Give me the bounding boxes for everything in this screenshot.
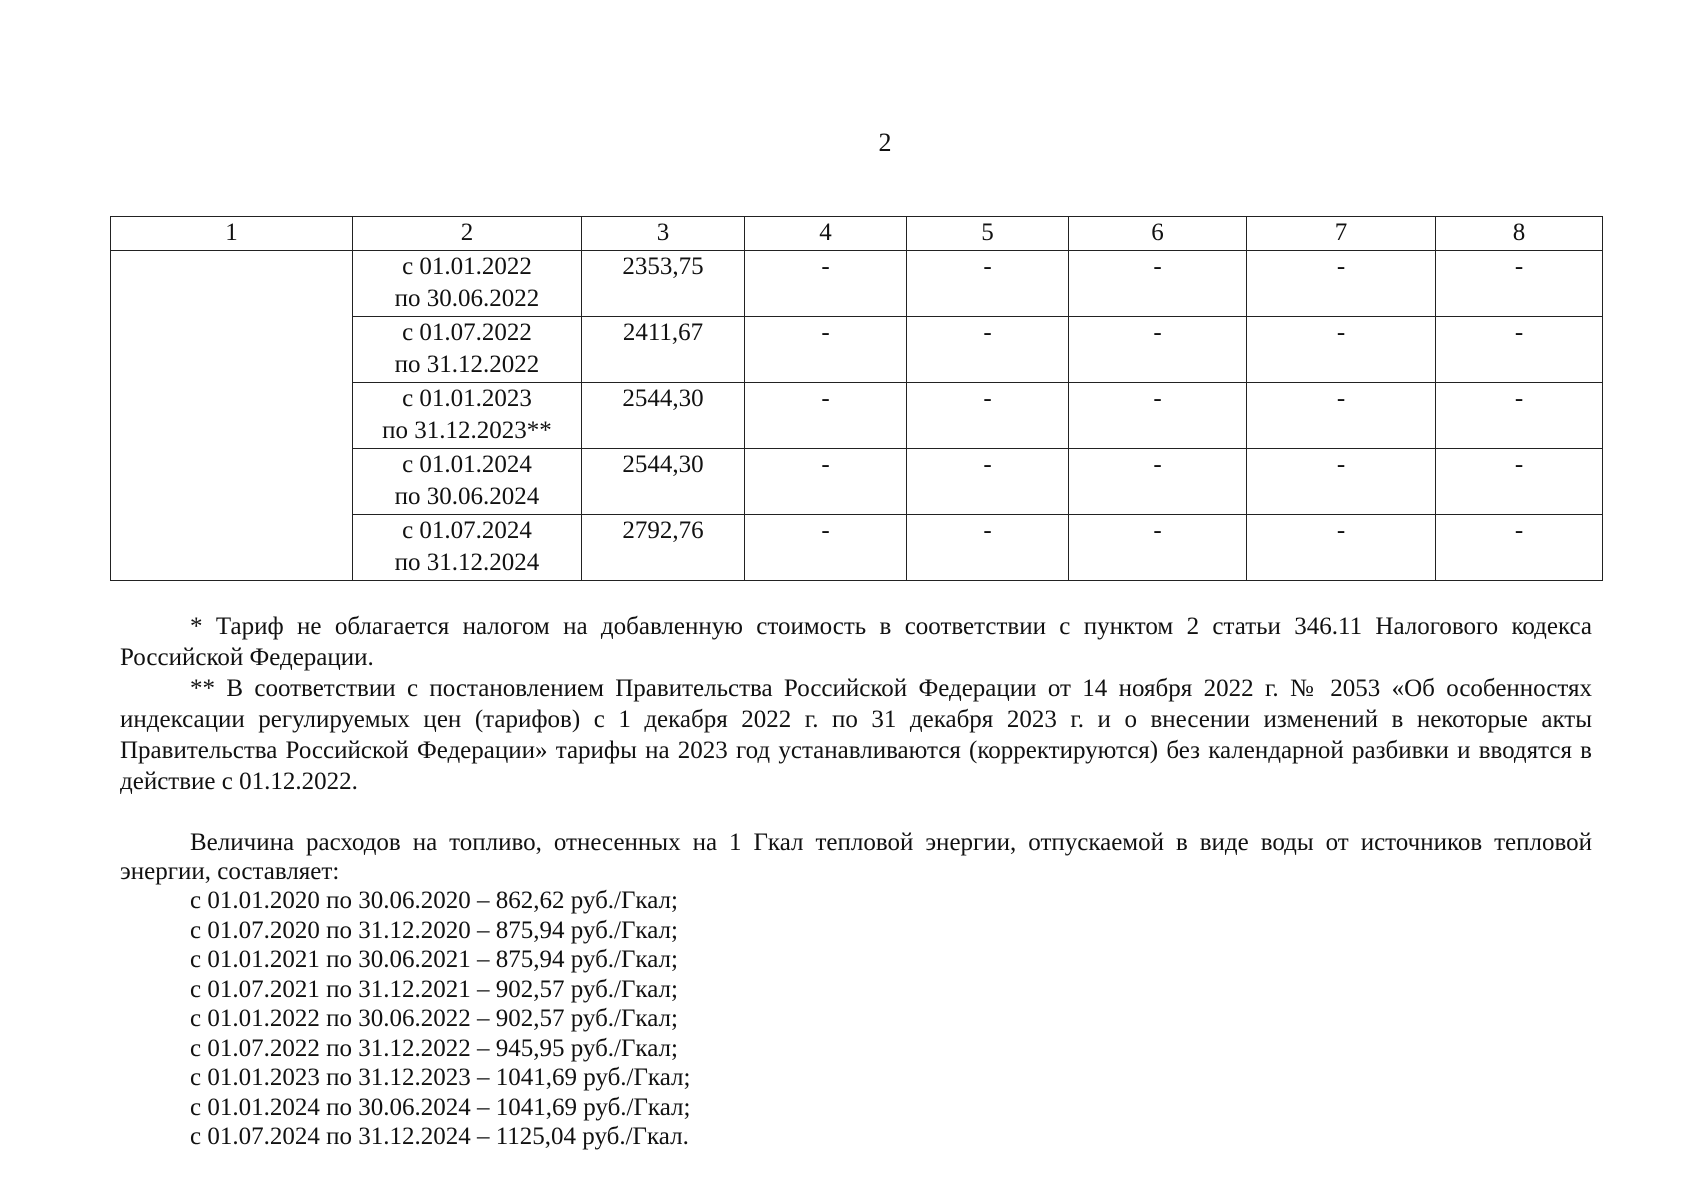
table-cell: -: [745, 317, 907, 383]
list-item: с 01.01.2022 по 30.06.2022 – 902,57 руб./Гкал;: [190, 1005, 678, 1032]
fuel-costs-intro: Величина расходов на топливо, отнесенных на 1 Гкал тепловой энергии, отпускаемой в виде воды от источников тепловой энергии, составляет:: [120, 829, 1592, 885]
list-item: с 01.01.2024 по 30.06.2024 – 1041,69 руб./Гкал;: [190, 1093, 691, 1121]
table-cell: -: [745, 515, 907, 581]
table-cell: -: [1436, 251, 1603, 317]
period-from: с 01.07.2024: [402, 517, 532, 544]
tariff-value-cell: 2411,67: [582, 317, 745, 383]
table-row: [111, 251, 1603, 317]
tariff-value-cell: 2544,30: [582, 383, 745, 449]
table-cell: -: [745, 383, 907, 449]
table-cell: -: [1247, 317, 1436, 383]
organization-cell: [111, 251, 353, 581]
table-cell: -: [907, 383, 1069, 449]
table-cell: -: [907, 251, 1069, 317]
table-cell: -: [1247, 383, 1436, 449]
column-header: 5: [907, 217, 1069, 251]
period-cell: [353, 383, 582, 449]
list-item: с 01.01.2020 по 30.06.2020 – 862,62 руб./Гкал;: [190, 887, 678, 914]
period-cell: [353, 251, 582, 317]
tariff-table: [110, 216, 1603, 581]
list-item: с 01.01.2021 по 30.06.2021 – 875,94 руб./Гкал;: [190, 946, 678, 973]
table-cell: -: [745, 251, 907, 317]
table-cell: -: [1247, 251, 1436, 317]
period-cell: [353, 317, 582, 383]
period-to: по 31.12.2023**: [382, 417, 552, 444]
tariff-value-cell: 2792,76: [582, 515, 745, 581]
column-header: 4: [745, 217, 907, 251]
tariff-value-cell: 2544,30: [582, 449, 745, 515]
period-from: с 01.01.2024: [402, 451, 532, 478]
fuel-costs-section: [120, 828, 1592, 1152]
footnotes: [120, 611, 1592, 797]
period-to: по 30.06.2024: [394, 483, 540, 510]
list-item: с 01.07.2024 по 31.12.2024 – 1125,04 руб./Гкал.: [190, 1123, 689, 1150]
tariff-value-cell: 2353,75: [582, 251, 745, 317]
column-header: 7: [1247, 217, 1436, 251]
table-cell: -: [1069, 449, 1247, 515]
page-number: 2: [878, 128, 892, 157]
period-to: по 30.06.2022: [394, 285, 540, 312]
table-cell: -: [1069, 383, 1247, 449]
period-cell: [353, 449, 582, 515]
column-header: 3: [582, 217, 745, 251]
period-to: по 31.12.2024: [394, 549, 540, 576]
table-cell: -: [1436, 515, 1603, 581]
table-header-row: [111, 217, 1603, 251]
table-cell: -: [745, 449, 907, 515]
list-item: с 01.07.2021 по 31.12.2021 – 902,57 руб./Гкал;: [190, 975, 678, 1003]
table-cell: -: [1069, 317, 1247, 383]
table-cell: -: [1436, 383, 1603, 449]
table-cell: -: [1069, 515, 1247, 581]
footnote-resolution: ** В соответствии с постановлением Правительства Российской Федерации от 14 ноября 2022 г. № 2053 «Об особенностях индексации регулируемых цен (тарифов) с 1 декабря 2022 г. по 31 декабря 2023 г. и о внесении изменений в некоторые акты Правительства Российской Федерации» тарифы на 2023 год устанавливаются (корректируются) без календарной разбивки и вводятся в действие с 01.12.2022.: [120, 675, 1592, 795]
period-from: с 01.01.2023: [402, 385, 532, 412]
table-cell: -: [907, 515, 1069, 581]
period-cell: [353, 515, 582, 581]
table-cell: -: [907, 317, 1069, 383]
list-item: с 01.07.2020 по 31.12.2020 – 875,94 руб./Гкал;: [190, 916, 678, 944]
column-header: 2: [353, 217, 582, 251]
list-item: с 01.07.2022 по 31.12.2022 – 945,95 руб./Гкал;: [190, 1034, 678, 1062]
list-item: с 01.01.2023 по 31.12.2023 – 1041,69 руб./Гкал;: [190, 1064, 691, 1091]
table-cell: -: [1247, 449, 1436, 515]
table-cell: -: [1069, 251, 1247, 317]
table-cell: -: [1247, 515, 1436, 581]
period-from: с 01.07.2022: [402, 319, 532, 346]
footnote-vat: * Тариф не облагается налогом на добавленную стоимость в соответствии с пунктом 2 статьи 346.11 Налогового кодекса Российской Федерации.: [120, 613, 1592, 671]
column-header: 1: [111, 217, 353, 251]
table-cell: -: [1436, 317, 1603, 383]
table-cell: -: [1436, 449, 1603, 515]
fuel-costs-list: [120, 886, 1592, 1152]
period-to: по 31.12.2022: [394, 351, 540, 378]
column-header: 6: [1069, 217, 1247, 251]
column-header: 8: [1436, 217, 1603, 251]
period-from: с 01.01.2022: [402, 253, 532, 280]
table-cell: -: [907, 449, 1069, 515]
